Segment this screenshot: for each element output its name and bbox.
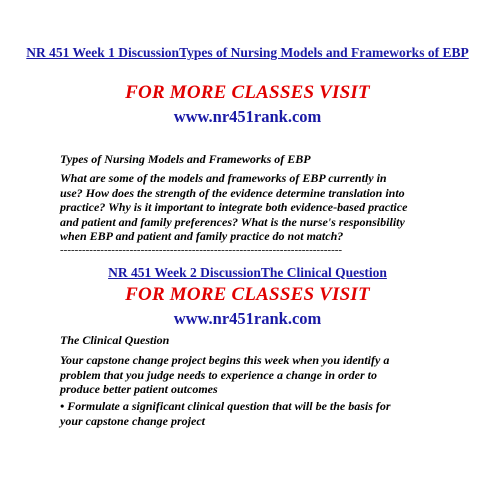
promo-banner-1: FOR MORE CLASSES VISIT bbox=[125, 82, 370, 103]
week1-discussion-title-link[interactable]: NR 451 Week 1 DiscussionTypes of Nursing Models and Frameworks of EBP bbox=[26, 45, 469, 60]
site-link-1[interactable]: www.nr451rank.com bbox=[173, 107, 322, 126]
promo-banner-2: FOR MORE CLASSES VISIT bbox=[125, 284, 370, 305]
site-link-2[interactable]: www.nr451rank.com bbox=[173, 309, 322, 328]
week1-heading: Types of Nursing Models and Frameworks of EBP bbox=[60, 152, 311, 166]
section-divider: ----------------------------------------------------------------------------- bbox=[60, 244, 343, 256]
week1-question-text: What are some of the models and frameworks of EBP currently in use? How does the strength of the evidence determine translation into practice? Why is it important to integrate both evidence-based practice and patient and family preferences? What is the nurse's responsibility when EBP and patient and family practice do not match? bbox=[60, 171, 408, 243]
week2-paragraph-text: Your capstone change project begins this week when you identify a problem that you judge needs to experience a change in order to produce better patient outcomes bbox=[60, 353, 390, 396]
week2-heading: The Clinical Question bbox=[60, 333, 170, 347]
week2-discussion-title-link[interactable]: NR 451 Week 2 DiscussionThe Clinical Question bbox=[108, 265, 387, 280]
week2-bullet-text: • Formulate a significant clinical question that will be the basis for your capstone change project bbox=[60, 399, 391, 428]
